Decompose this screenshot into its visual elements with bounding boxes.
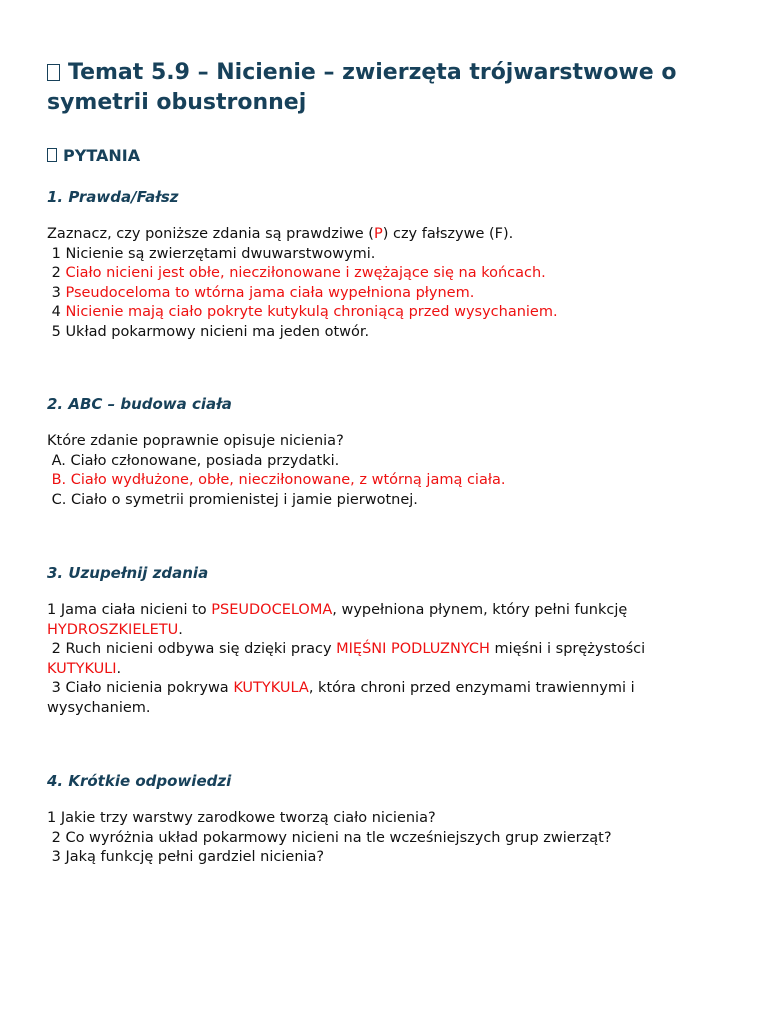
section-heading-text: PYTANIA — [63, 146, 141, 165]
question-3-heading: 3. Uzupełnij zdania — [47, 564, 209, 582]
intro-text-b: ) czy fałszywe (F). — [382, 226, 514, 242]
statement-number: 3 — [47, 284, 66, 301]
answer-pseudoceloma: PSEUDOCELOMA — [211, 602, 333, 618]
question-4-heading: 4. Krótkie odpowiedzi — [47, 772, 232, 790]
question-2-body — [47, 432, 737, 510]
statement-number: 2 — [47, 265, 66, 281]
intro-text-a: Zaznacz, czy poniższe zdania są prawdziwe ( — [47, 226, 374, 242]
question-3-body — [47, 601, 737, 718]
sentence-3-line-1 — [47, 679, 737, 699]
statement-1: 1 Nicienie są zwierzętami dwuwarstwowymi. — [47, 245, 376, 262]
statement-3 — [47, 284, 737, 304]
short-question-3: 3 Jaką funkcję pełni gardziel nicienia? — [47, 849, 325, 865]
statement-2 — [47, 264, 737, 284]
answer-hydroszkieletu: HYDROSZKIELETU — [47, 621, 179, 638]
sentence-text: 2 Ruch nicieni odbywa się dzięki pracy — [47, 641, 337, 657]
sentence-text: , wypełniona płynem, który pełni funkcję — [332, 602, 628, 618]
statement-text-answer: Ciało nicieni jest obłe, niecziłonowane i zwężające się na końcach. — [65, 265, 546, 281]
question-1-heading: 1. Prawda/Fałsz — [47, 188, 179, 206]
option-c: C. Ciało o symetrii promienistej i jamie pierwotnej. — [47, 491, 418, 508]
statement-5: 5 Układ pokarmowy nicieni ma jeden otwór. — [47, 323, 370, 340]
sentence-text: 1 Jama ciała nicieni to — [47, 602, 212, 618]
title-text: Temat 5.9 – Nicienie – zwierzęta trójwarstwowe o symetrii obustronnej — [47, 60, 677, 115]
question-4-body — [47, 809, 737, 868]
sentence-1-line-2 — [47, 621, 737, 641]
option-a: A. Ciało członowane, posiada przydatki. — [47, 452, 340, 469]
sentence-text: . — [178, 621, 183, 638]
sentence-text: . — [116, 660, 122, 677]
section-heading — [47, 145, 737, 167]
question-2-heading: 2. ABC – budowa ciała — [47, 395, 232, 413]
answer-kutykula: KUTYKULA — [233, 680, 309, 696]
statement-4 — [47, 303, 737, 323]
sentence-text: , która chroni przed enzymami trawiennymi i — [308, 680, 635, 696]
statement-text-answer: Nicienie mają ciało pokryte kutykulą chroniącą przed wysychaniem. — [65, 304, 558, 320]
answer-miesni-podluznych: MIĘŚNI PODLUZNYCH — [336, 641, 490, 657]
question-1-intro — [47, 225, 737, 245]
sentence-3-line-2: wysychaniem. — [47, 699, 151, 716]
short-question-2: 2 Co wyróżnia układ pokarmowy nicieni na tle wcześniejszych grup zwierząt? — [47, 829, 612, 846]
answer-kutykuli: KUTYKULI — [47, 660, 117, 677]
sentence-1-line-1 — [47, 601, 737, 621]
sentence-2-line-1 — [47, 640, 737, 660]
intro-answer-p: P — [373, 226, 383, 242]
sentence-2-line-2 — [47, 660, 737, 680]
placeholder-glyph-icon — [47, 64, 60, 81]
statement-number: 4 — [47, 304, 66, 320]
statement-text-answer: Pseudoceloma to wtórna jama ciała wypełniona płynem. — [65, 284, 475, 301]
page-title — [47, 58, 737, 118]
sentence-text: mięśni i sprężystości — [489, 641, 646, 657]
document-page — [47, 58, 737, 868]
short-question-1: 1 Jakie trzy warstwy zarodkowe tworzą ciało nicienia? — [47, 810, 436, 826]
option-b-answer: B. Ciało wydłużone, obłe, niecziłonowane, z wtórną jamą ciała. — [47, 472, 506, 488]
placeholder-glyph-icon — [47, 148, 57, 162]
question-1-body — [47, 225, 737, 342]
question-2-text: Które zdanie poprawnie opisuje nicienia? — [47, 433, 344, 449]
sentence-text: 3 Ciało nicienia pokrywa — [47, 680, 234, 696]
